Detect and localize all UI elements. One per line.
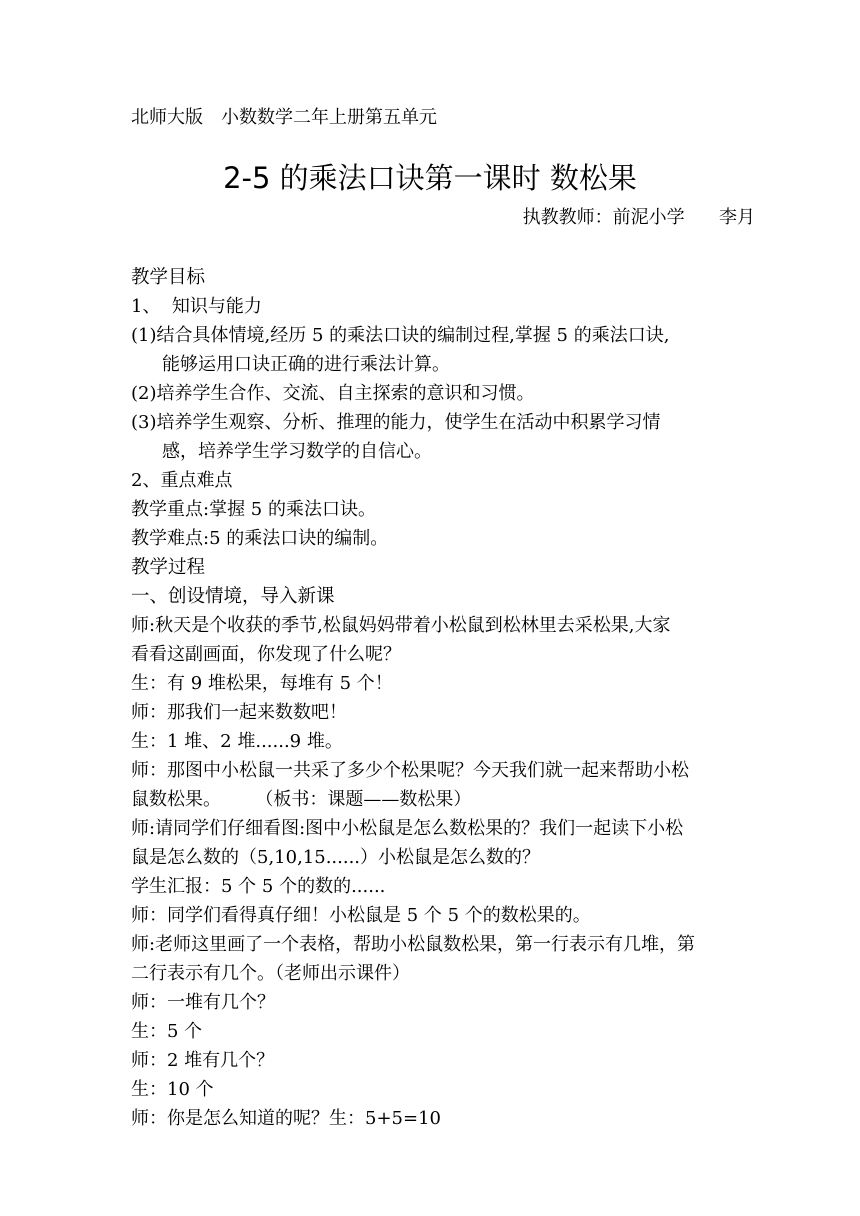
objectives-heading: 教学目标: [131, 267, 206, 288]
teacher-line: 执教教师：前泥小学 李月: [522, 207, 755, 228]
key-point: 教学重点:掌握 5 的乘法口诀。: [131, 499, 376, 520]
dialogue-line: 鼠是怎么数的（5,10,15......）小松鼠是怎么数的？: [131, 847, 541, 868]
part-1-heading: 一、创设情境，导入新课: [131, 586, 335, 607]
dialogue-line: 师：那我们一起来数数吧！: [131, 702, 347, 723]
dialogue-line: 学生汇报：5 个 5 个的数的......: [131, 876, 386, 897]
dialogue-line: 师:请同学们仔细看图:图中小松鼠是怎么数松果的？我们一起读下小松: [131, 818, 684, 839]
dialogue-line: 师：你是怎么知道的呢？生：5+5=10: [131, 1108, 441, 1129]
process-heading: 教学过程: [131, 557, 206, 578]
objective-1-line-1: (1)结合具体情境,经历 5 的乘法口诀的编制过程,掌握 5 的乘法口诀,: [131, 325, 670, 346]
dialogue-line: 生：有 9 堆松果，每堆有 5 个！: [131, 673, 393, 694]
document-title: 2-5 的乘法口诀第一课时 数松果: [223, 161, 637, 195]
dialogue-line: 生：10 个: [131, 1079, 214, 1100]
dialogue-line: 看看这副画面，你发现了什么呢？: [131, 644, 401, 665]
dialogue-line: 师:老师这里画了一个表格，帮助小松鼠数松果，第一行表示有几堆，第: [131, 934, 696, 955]
dialogue-line: 师:秋天是个收获的季节,松鼠妈妈带着小松鼠到松林里去采松果,大家: [131, 615, 671, 636]
dialogue-line: 生：1 堆、2 堆......9 堆。: [131, 731, 343, 752]
objective-2: (2)培养学生合作、交流、自主探索的意识和习惯。: [131, 383, 535, 404]
dialogue-line: 师：一堆有几个？: [131, 992, 275, 1013]
section-item-1: 1、 知识与能力: [131, 296, 262, 317]
difficulty: 教学难点:5 的乘法口诀的编制。: [131, 528, 389, 549]
dialogue-line: 生：5 个: [131, 1021, 203, 1042]
header-line: 北师大版 小数数学二年上册第五单元: [131, 107, 437, 128]
objective-3-line-2: 感，培养学生学习数学的自信心。: [162, 441, 432, 462]
objective-3-line-1: (3)培养学生观察、分析、推理的能力，使学生在活动中积累学习情: [131, 412, 661, 433]
objective-1-line-2: 能够运用口诀正确的进行乘法计算。: [162, 354, 450, 375]
dialogue-line: 师：那图中小松鼠一共采了多少个松果呢？今天我们就一起来帮助小松: [131, 760, 689, 781]
dialogue-line: 鼠数松果。 （板书：课题——数松果）: [131, 789, 472, 810]
dialogue-line: 二行表示有几个。（老师出示课件）: [131, 963, 410, 984]
section-item-2: 2、重点难点: [131, 470, 233, 491]
dialogue-line: 师：2 堆有几个？: [131, 1050, 275, 1071]
dialogue-line: 师：同学们看得真仔细！小松鼠是 5 个 5 个的数松果的。: [131, 905, 591, 926]
